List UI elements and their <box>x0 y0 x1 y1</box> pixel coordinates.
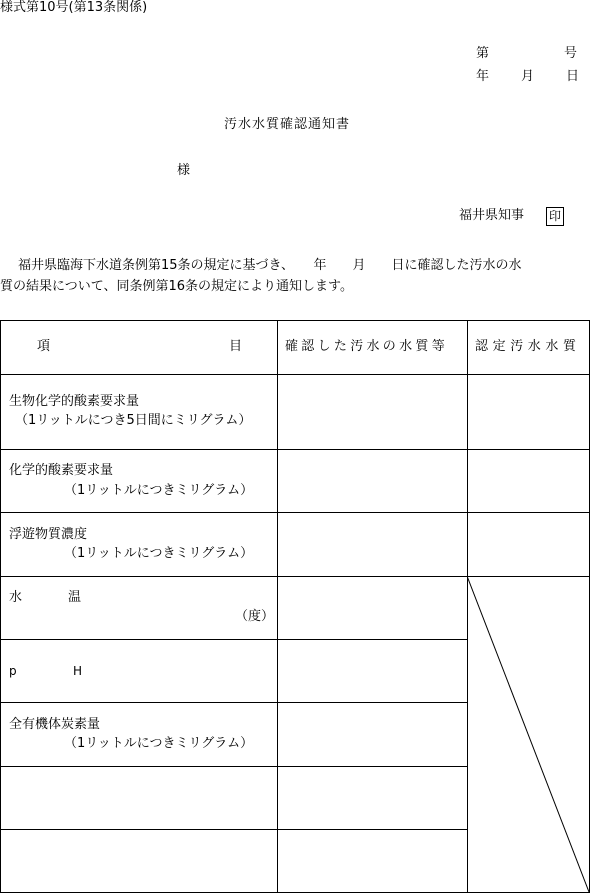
row-unit-cod: （1リットルにつきミリグラム） <box>64 483 254 498</box>
row-unit-toc: （1リットルにつきミリグラム） <box>64 736 254 751</box>
water-quality-table <box>0 320 590 893</box>
row-label-toc: 全有機体炭素量 <box>9 717 101 732</box>
document-number-prefix: 第 <box>476 46 490 61</box>
row-label-temp-right: 温 <box>68 590 82 605</box>
row-label-ss: 浮遊物質濃度 <box>9 527 88 542</box>
body-paragraph <box>0 255 591 297</box>
not-applicable-diagonal <box>467 576 590 893</box>
table-border-top <box>0 320 590 321</box>
document-number-suffix: 号 <box>564 46 578 61</box>
row-unit-ss: （1リットルにつきミリグラム） <box>64 546 254 561</box>
table-rule <box>0 829 467 830</box>
row-label-bod: 生物化学的酸素要求量 <box>9 394 140 409</box>
table-rule <box>0 449 590 450</box>
row-label-ph-left: p <box>9 664 17 678</box>
header-item-left: 項 <box>37 339 51 354</box>
row-unit-temp: （度） <box>235 609 275 624</box>
seal-stamp: 印 <box>546 207 564 226</box>
table-rule <box>0 702 467 703</box>
header-confirmed-quality: 確認した汚水の水質等 <box>285 339 449 354</box>
table-rule <box>0 512 590 513</box>
date-day-label: 日 <box>566 69 580 84</box>
header-designated-quality: 認定汚水水質 <box>475 339 581 354</box>
table-column-divider <box>277 320 278 893</box>
row-label-cod: 化学的酸素要求量 <box>9 463 114 478</box>
table-rule <box>0 374 590 375</box>
date-year-label: 年 <box>476 69 490 84</box>
body-line-2: 質の結果について、同条例第16条の規定により通知します。 <box>0 279 353 294</box>
table-rule <box>0 639 467 640</box>
addressee-honorific: 様 <box>177 163 191 178</box>
row-label-temp-left: 水 <box>9 590 23 605</box>
header-item-right: 目 <box>229 339 243 354</box>
document-title: 汚水水質確認通知書 <box>224 117 351 132</box>
body-line-1: 福井県臨海下水道条例第15条の規定に基づき、 年 月 日に確認した汚水の水 <box>18 258 522 273</box>
table-border-left <box>0 320 1 893</box>
form-number-label: 様式第10号(第13条関係) <box>0 0 148 15</box>
issuer-name: 福井県知事 <box>459 208 525 223</box>
row-label-ph-right: H <box>73 664 83 678</box>
row-unit-bod: （1リットルにつき5日間にミリグラム） <box>15 413 252 428</box>
table-rule <box>0 766 467 767</box>
date-month-label: 月 <box>521 69 535 84</box>
